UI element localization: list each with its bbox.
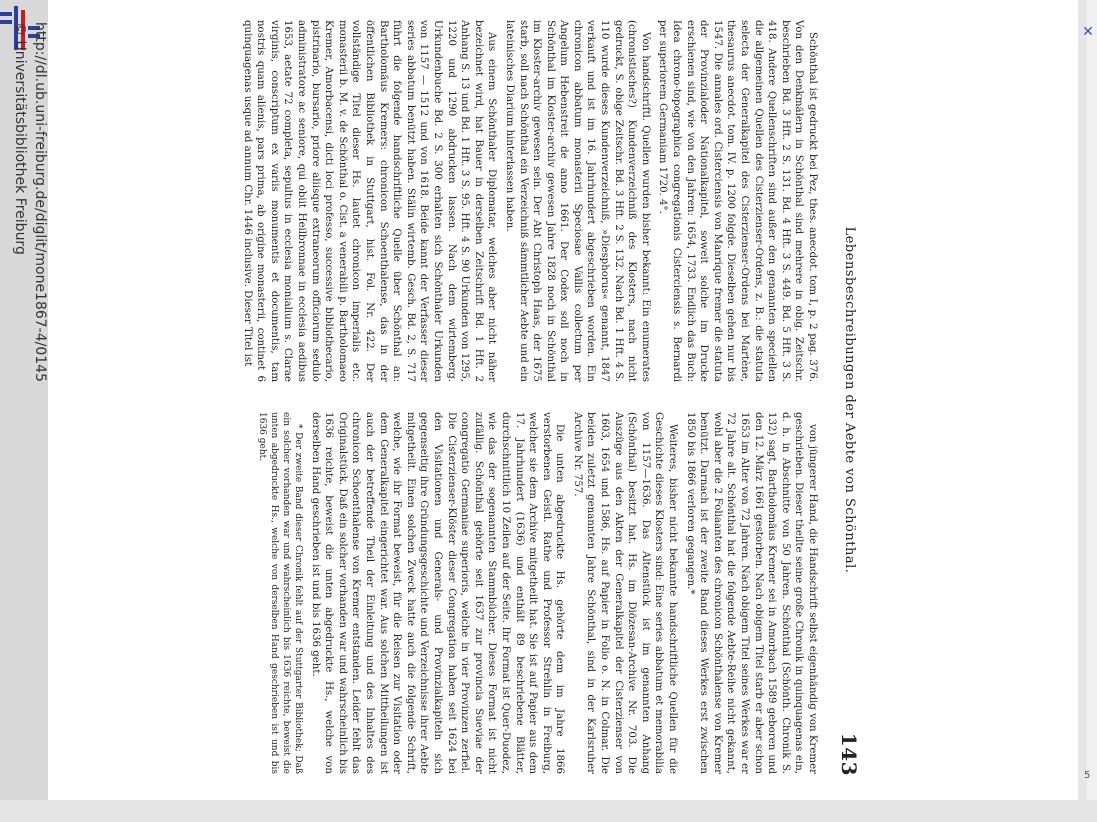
- paragraph: von jüngerer Hand, die Handschrift selbst eigenhändig von Kremer geschrieben. Dieser theilte seine große Chronik in quinquagenas ein, d. h. in Abschnitte von 50 Jahren. Schönthal (Schönth. Chronik S. 132) sagt, Bartholomäus Kremer sei in Amorbach 1589 geboren und den 12. März 1661 gestorben. Nach obigem Titel starb er aber schon 1653 im Alter von 72 Jahren. Nach obigem Titel seines Werkes war er 72 Jahre alt. Schönthal hat die folgende Aebte-Reihe nicht gekannt, wohl aber die 2 Foliaanten des chronicon Schönthalense von Kremer benützt. Darnach ist der zweite Band dieses Werkes erst zwischen 1850 bis 1866 verloren gegangen.*: [684, 412, 818, 774]
- text-column-right: [257, 412, 819, 774]
- page-number: 143: [837, 732, 861, 776]
- paragraph: Schönthal ist gedruckt bei Pez, thes. anecdot. tom I, p. 2 pag. 376. Von den Denkmälern in Schönthal sind mehrere in obig. Zeitschr. beschrieben Bd. 3 Hft. 2 S. 131. Bd. 4 Hft. 3 S. 449. Bd. 5 Hft. 3 S. 418. Andere Quellenschriften sind außer den genannten speciellen die allgemeinen Quellen des Cisterzienser-Ordens, z. B.: die statuta selecta der Generalkapitel des Cisterzienser-Ordens bei Martène, thesaurus anecdot. tom. IV. p. 1200 folgde. Dieselben gehen nur bis 1547. Die annales ord. Cisterciensis von Manrique fremer die statuta der Provinzialoder Nationalkapitel, soweit solche im Drucke erschienen sind, wie von den Jahren: 1654, 1733. Endlich das Buch: Idea chrono-topographica congregationis Cisterciensis s. Bernardi per superiorem Germaniam 1720. 4°.: [657, 20, 818, 382]
- paragraph: Aus einem Schönthaler Diplomatar, welches aber nicht näher bezeichnet wird, hat Bauer in derselben Zeitschrift Bd. 1 Hft. 2 Anhang S. 13 und Bd. 1 Hft. 3 S. 95. Hft. 4 S. 90 Urkunden von 1295, 1220 und 1290 abdrucken lassen. Nach dem wirtemberg. Urkundenbuche Bd. 2 S. 300 erhalten sich Schönthaler Urkunden von 1157 — 1512 und von 1618. Beide kannt der Verfasser dieser series abbatum benützt haben. Stälin wirtemb. Gesch. Bd. 2, S. 717 führt die folgende handschriftliche Quelle über Schönthal an: Bartholomäus Kremers: chronicon Schoenthalense, das in der öffentlichen Bibliothek in Stuttgart, hist. Fol. Nr. 422. Der vollständige Titel dieser Hs. lautet chronicon imperialis etc. monasterii b. M. v. de Schönthal o. Cist. a venerabili p. Bartholomaeo Kremer, Amorbacensi, dicti loci professo, successive bibliothecario, pistrinario, bursario, priore aliisque extraneorum officiorum sedulo administratore ac seniore, qui obiit Heilbronnae in ecclesia aedibus 1653, aetate 72 completa, sepultus in ecclesia monialium s. Clarae virginis, conscriptum ex variis monumentis et documentis, tam nostris quam alienis, pars prima, ab origine monasterii, continet 6 quinquagenas usque ad annum Chr. 1446 inclusive. Dieser Titel ist: [241, 20, 498, 382]
- running-head: [833, 20, 863, 780]
- text-column-left: [241, 20, 819, 382]
- vertical-scrollbar[interactable]: [1087, 0, 1097, 800]
- rotated-page-content: [241, 20, 863, 780]
- viewer-gutter: [0, 0, 48, 800]
- scanned-page: [48, 0, 1078, 800]
- paragraph: Weiteres, bisher nicht bekannte handschriftliche Quellen für die Geschichte dieses Klosters sind: Eine series abbatum et memorabilia von 1157—1636. Das Altenstück ist im genannten Anhang (Schönthal) besitzt hat. Hs. im Diözesan-Archive Nr. 703. Die Auszüge aus den Akten der Generalkapitel der Cisterzienser von 1603, 1654 und 1586, Hs. auf Papier in Folio o. N. in Colmar. Die beiden zuletzt genannten Jahre Schönthal, sind in der Karlsruher Archive Nr. 757.: [571, 412, 679, 774]
- running-title: Lebensbeschreibungen der Aebte von Schönthal.: [842, 226, 857, 574]
- scan-credit: [6, 22, 50, 822]
- footnote: * Der zweite Band dieser Chronik fehlt auf der Stuttgarter Bibliothek; Daß ein solcher vorhanden war und wahrscheinlich bis 1636 reichte, beweist die unten abgedruckte Hs., welche von derselben Hand geschrieben ist und bis 1636 geht.: [257, 412, 304, 774]
- close-icon[interactable]: ✕: [1082, 24, 1094, 40]
- corner-mark: 5: [1084, 770, 1091, 781]
- scan-url[interactable]: http://dl.ub.uni-freiburg.de/diglit/mone1867-4/0145: [32, 22, 48, 382]
- paragraph: Von handschriftl. Quellen wurden bisher bekannt: Ein enumerates (chronistisches?) Kundenverzeichniß des Klosters, nach nicht gedruckt, S. obige Zeitschr. Bd. 3 Hft. 2 S. 132. Nach Bd. 1 Hft. 4 S. 110 wurde dieses Kundenverzeichniß, »Diesphorus« genannt, 1847 verkauft und ist im 16. Jahrhundert abgeschrieben worden. Ein chronicon abbatum monasterii Speciosae Vallis collectum per Angelum Hebenstreit de anno 1661. Der Codex soll noch in Schönthal im Kloster-archiv gewesen Jahre 1828 noch in Schönthal im Kloster-archiv gewesen sein. Der Abt Christoph Haas, der 1675 starb, soll nach Schönthal ein Verzeichniß sämmtlicher Aebte und ein lateinisches Diarium hinterlassen haben.: [503, 20, 651, 382]
- paragraph: Die unten abgedruckte Hs. gehörte dem im Jahre 1866 verstorbenen Geistl. Rathe und Professor Strehlin in Freiburg, welcher sie dem Archive mitgetheilt hat. Sie ist auf Papier aus dem 17. Jahrhundert (1636) und enthält 89 beschriebene Blätter, durchschnittlich 10 Zeilen auf der Seite. Ihr Format ist Quer-Duodez, wie das der sogenannten Stammbücher. Dieses Format ist nicht zufällig. Schönthal gehörte seit 1637 zur provincia Sueviae der congregatio Germaniae superioris, welche in vier Provinzen zerfiel. Die Cisterzienser-Klöster dieser Congregation haben seit 1624 bei den Visitationen und Generals- und Provinzialkapiteln sich gegenseitig ihre Gründungsgeschichte und Verzeichnisse ihrer Aebte mitgetheilt. Einen solchen Zweck hatte auch die folgende Schrift, welche, wie ihr Format beweist, für die Reisen zur Visitation oder dem Generalkapitel eingerichtet war. Aus solchen Mittheilungen ist auch der betreffende Theil der Einleitung und des Inhaltes des chronicon Schoenthalense von Kremer entstanden. Leider fehlt das Originalstück. Daß ein solcher vorhanden war und wahrscheinlich bis 1636 reichte, beweist die unten abgedruckte Hs., welche von derselben Hand geschrieben ist und bis 1636 geht.: [309, 412, 566, 774]
- scan-copyright: © Universitätsbibliothek Freiburg: [12, 22, 28, 255]
